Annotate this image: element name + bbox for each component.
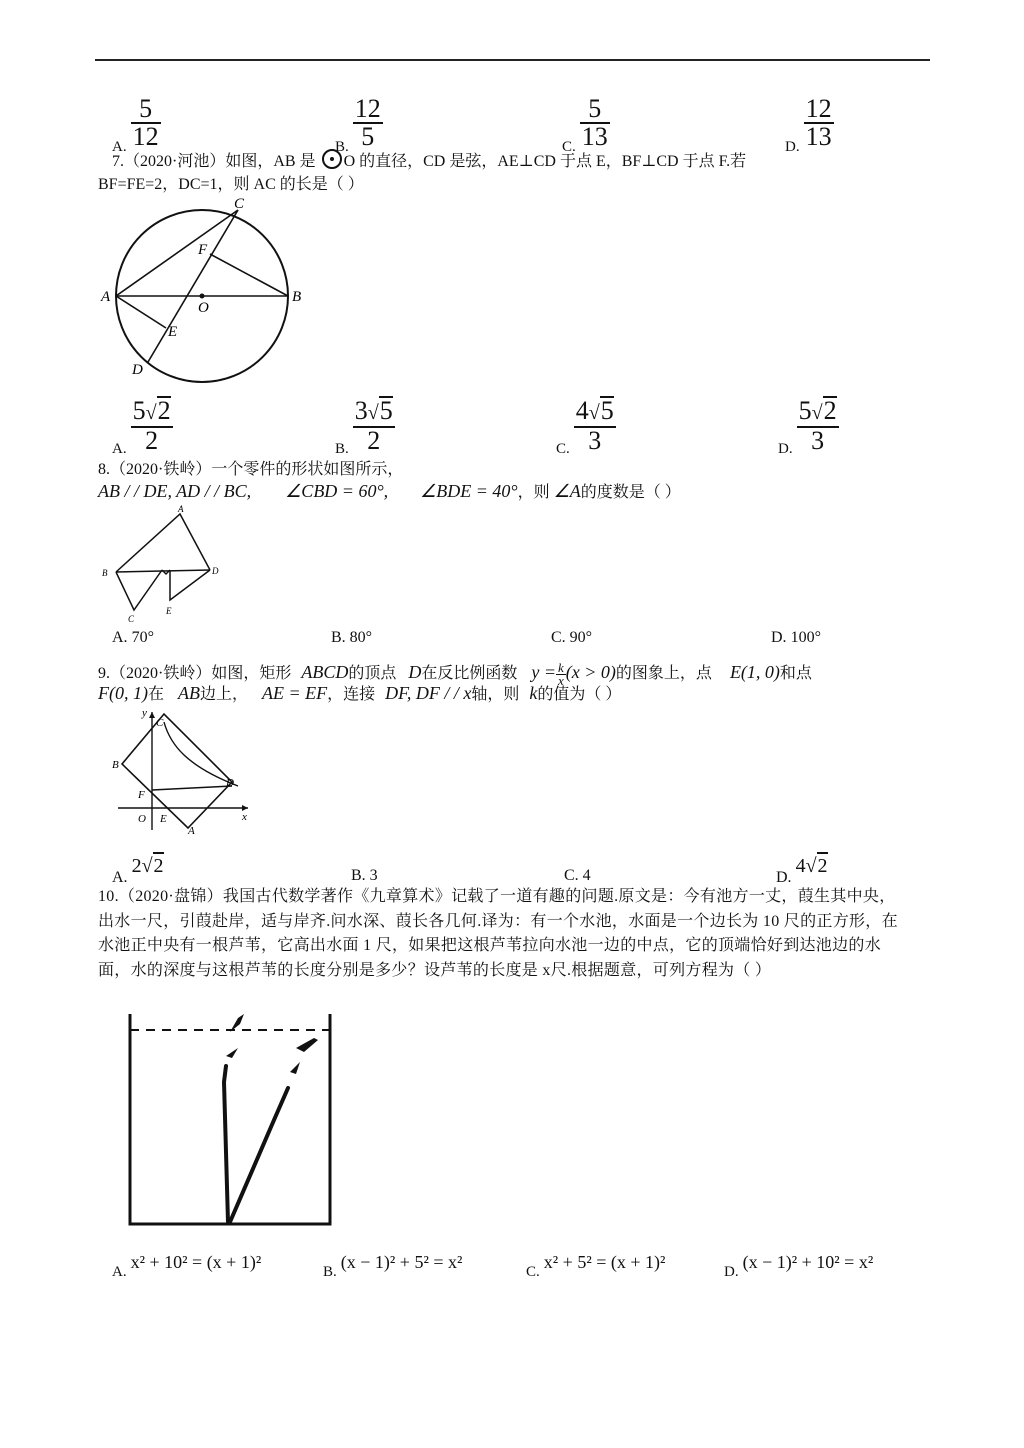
circle-dot-icon [322, 149, 342, 169]
svg-text:C: C [234, 196, 245, 212]
svg-text:D: D [132, 362, 143, 378]
svg-text:C: C [156, 717, 164, 729]
fraction: $\frac{4√5}{3}$ [575, 396, 614, 455]
q6-option-a[interactable] [112, 94, 161, 155]
svg-text:F: F [198, 242, 208, 258]
svg-text:A: A [188, 825, 195, 836]
svg-text:B: B [102, 568, 108, 578]
q9-stem-line1: 9.（2020·铁岭）如图，矩形 ABCD的顶点 D在反比例函数 y = $\frac{k}{x}$ (x > 0)的图象上，点 E(1, 0)和点 [98, 659, 812, 688]
q8-option-c[interactable]: C. 90° [551, 629, 593, 646]
svg-text:B: B [112, 759, 119, 771]
svg-text:D: D [212, 566, 219, 576]
option-label: D. [785, 138, 800, 155]
q10-stem: 10.（2020·盘锦）我国古代数学著作《九章算术》记载了一道有趣的问题.原文是：今有池方一丈，葭生其中央，出水一尺，引葭赴岸，适与岸齐.问水深、葭长各几何.译为：有一个水池，水面是一个边长为 10 尺的正方形，在水池正中央有一根芦苇，它高出水面 1 尺，如果把这根芦苇拉向水池一边的中点，它的顶端恰好到达池边的水面，水的深度与这根芦苇的长度分别是多少？设芦苇的长度是 x尺.根据题意，可列方程为（ ） [98, 888, 898, 979]
fraction: $\frac{12}{13}$ [805, 94, 832, 151]
q9-option-c[interactable]: C. 4 [564, 867, 591, 884]
q9-option-b[interactable]: B. 3 [351, 867, 378, 884]
q8-part-figure [98, 502, 228, 627]
svg-text:O: O [138, 813, 146, 825]
q8-option-b[interactable]: B. 80° [331, 629, 373, 646]
fraction: $\frac{5}{13}$ [581, 94, 608, 151]
q7-stem-line2: BF=FE=2，DC=1，则 AC 的长是（ ） [98, 176, 364, 193]
q7-option-a[interactable]: A. $\frac{5√2}{2}$ [112, 396, 171, 457]
q8-stem-line2: AB / / DE, AD / / BC, ∠CBD = 60°, ∠BDE = 40°，则 ∠A的度数是（ ） [98, 481, 681, 501]
q10-option-a[interactable]: A. x² + 10² = (x + 1)² [112, 1252, 262, 1280]
fraction: $\frac{5√2}{3}$ [798, 396, 837, 455]
header-rule [95, 59, 930, 61]
q10-option-d[interactable]: D. (x − 1)² + 10² = x² [724, 1252, 874, 1280]
fraction: $\frac{3√5}{2}$ [354, 396, 393, 455]
q9-stem-line2: F(0, 1)在 AB边上， AE = EF，连接 DF, DF / / x轴，则 k的值为（ ） [98, 683, 622, 703]
option-label: C. [562, 138, 576, 155]
q10-option-b[interactable]: B. (x − 1)² + 5² = x² [323, 1252, 463, 1280]
svg-text:E: E [166, 606, 172, 616]
svg-text:A: A [178, 504, 184, 514]
q6-option-b[interactable] [335, 94, 383, 155]
q9-coordinate-figure [108, 704, 258, 836]
svg-text:C: C [128, 614, 135, 624]
svg-text:O: O [198, 300, 209, 316]
q7-option-c[interactable]: C. $\frac{4√5}{3}$ [556, 396, 614, 457]
svg-text:E: E [160, 813, 167, 825]
svg-text:x: x [242, 811, 247, 823]
q8-option-d[interactable]: D. 100° [771, 629, 821, 646]
q6-option-c[interactable] [562, 94, 610, 155]
option-label: B. [335, 138, 349, 155]
q6-option-d[interactable] [785, 94, 834, 155]
q9-option-d[interactable]: D. 4√2 [776, 852, 828, 880]
q7-circle-figure [98, 192, 318, 387]
q10-option-c[interactable]: C. x² + 5² = (x + 1)² [526, 1252, 666, 1280]
fraction: $\frac{5√2}{2}$ [132, 396, 171, 455]
svg-text:y: y [142, 707, 147, 719]
q7-stem-line1: 7.（2020·河池）如图，AB 是 O 的直径，CD 是弦，AE⊥CD 于点 E，BF⊥CD 于点 F.若 [112, 149, 746, 174]
q7-option-d[interactable]: D. $\frac{5√2}{3}$ [778, 396, 837, 457]
svg-text:D: D [226, 777, 234, 789]
svg-text:B: B [292, 289, 302, 305]
q8-option-a[interactable]: A. 70° [112, 629, 154, 646]
svg-text:E: E [168, 324, 178, 340]
option-label: A. [112, 138, 127, 155]
fraction: $\frac{5}{12}$ [132, 94, 159, 151]
svg-text:A: A [101, 289, 111, 305]
fraction: $\frac{12}{5}$ [354, 94, 381, 151]
svg-text:F: F [138, 789, 145, 801]
q7-option-b[interactable]: B. $\frac{3√5}{2}$ [335, 396, 393, 457]
q10-pond-figure [126, 1010, 336, 1230]
q8-stem-line1: 8.（2020·铁岭）一个零件的形状如图所示， [98, 461, 404, 478]
q9-option-a[interactable]: A. 2√2 [112, 852, 164, 880]
